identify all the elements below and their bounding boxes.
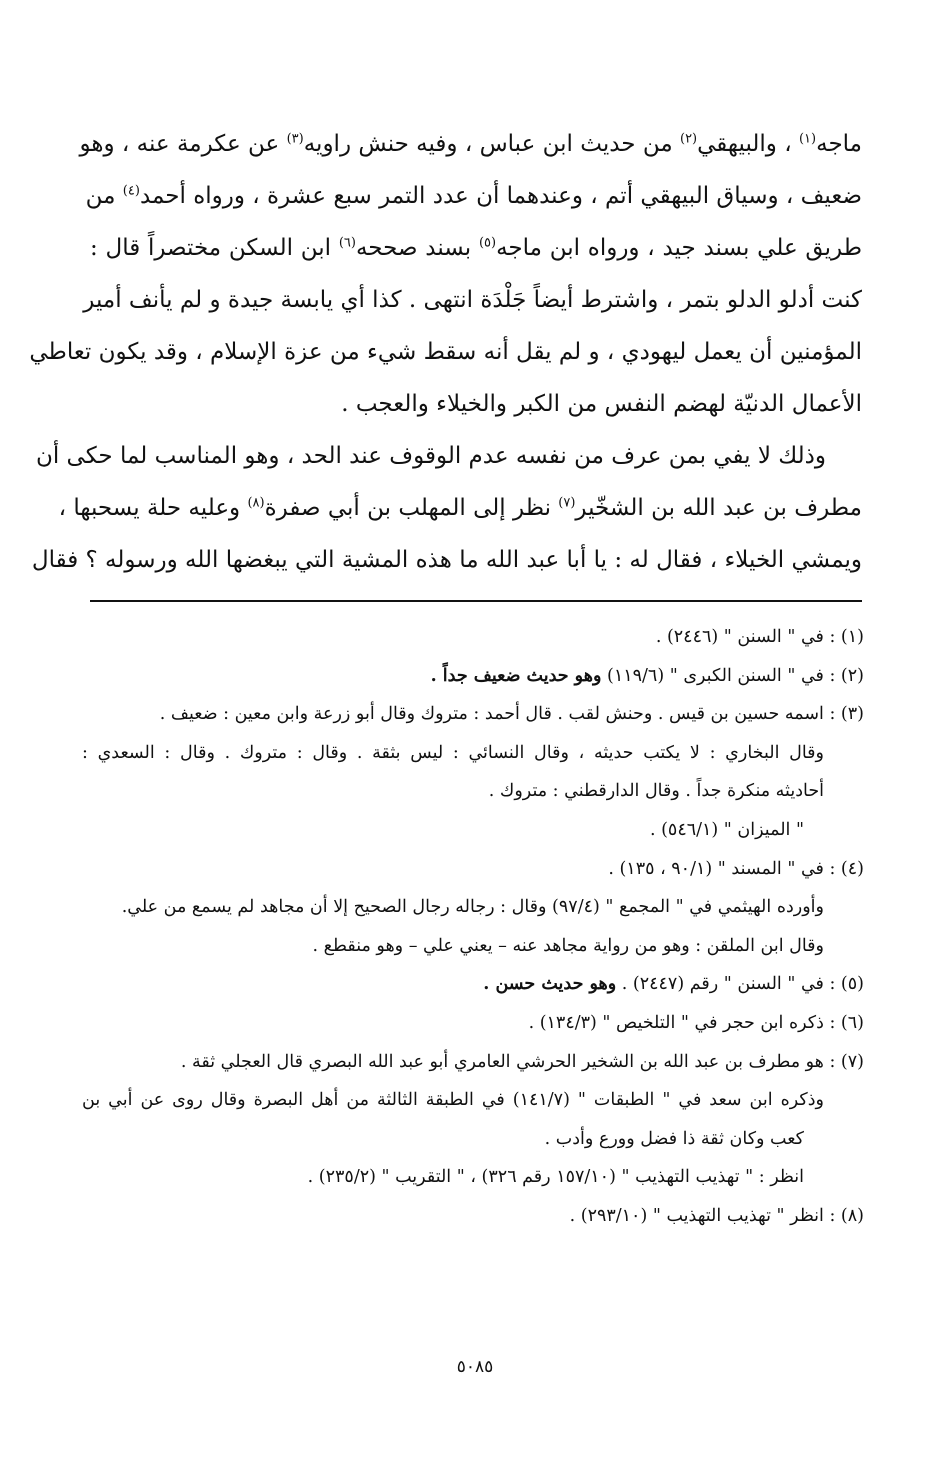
body-line: ضعيف ، وسياق البيهقي أتم ، وعندهما أن عدد التمر سبع عشرة ، ورواه أحمد$^{(٤)}$ من bbox=[85, 183, 862, 209]
footnote-4: (٤) : في " المسند " (٩٠/١ ، ١٣٥) . bbox=[608, 858, 864, 879]
footnote-ref: (٦) bbox=[338, 235, 356, 251]
footnote-3-line-4: " الميزان " (٥٤٦/١) . bbox=[649, 819, 804, 840]
footnote-ref: (٨) bbox=[247, 495, 265, 511]
footnote-7-line-4: انظر : " تهذيب التهذيب " (١٥٧/١٠ رقم ٣٢٦) ، " التقريب " (٢٣٥/٢) . bbox=[307, 1167, 804, 1188]
footnote-6: (٦) : ذكره ابن حجر في " التلخيص " (١٣٤/٣) . bbox=[528, 1012, 864, 1033]
body-line: المؤمنين أن يعمل ليهودي ، و لم يقل أنه سقط شيء من عزة الإسلام ، وقد يكون تعاطي bbox=[29, 339, 862, 365]
footnote-2-grade: وهو حديث ضعيف جداً . bbox=[430, 665, 602, 686]
body-line: وذلك لا يفي بمن عرف من نفسه عدم الوقوف عند الحد ، وهو المناسب لما حكى أن bbox=[35, 443, 826, 469]
footnote-2 bbox=[82, 657, 864, 696]
page-number: ٥٠٨٥ bbox=[456, 1357, 494, 1377]
footnote-3-line-2: وقال البخاري : لا يكتب حديثه ، وقال النسائي : ليس بثقة . وقال : متروك . وقال : السعدي : bbox=[82, 742, 824, 763]
footnotes bbox=[82, 618, 864, 1236]
body-line: ماجه$^{(١)}$ ، والبيهقي$^{(٢)}$ من حديث ابن عباس ، وفيه حنش راويه$^{(٣)}$ عن عكرمة عنه ، وهو bbox=[79, 131, 862, 157]
body-line: طريق علي بسند جيد ، ورواه ابن ماجه$^{(٥)}$ بسند صححه$^{(٦)}$ ابن السكن مختصراً قال : bbox=[90, 235, 862, 261]
body-line: ويمشي الخيلاء ، فقال له : يا أبا عبد الله ما هذه المشية التي يبغضها الله ورسوله ؟ فقال bbox=[31, 547, 862, 573]
body-line: كنت أدلو الدلو بتمر ، واشترط أيضاً جَلْدَة انتهى . كذا أي يابسة جيدة و لم يأنف أمير bbox=[83, 287, 862, 313]
footnote-8: (٨) : انظر " تهذيب التهذيب " (٢٩٣/١٠) . bbox=[569, 1205, 864, 1226]
footnote-7: (٧) : هو مطرف بن عبد الله بن الشخير الحرشي العامري أبو عبد الله البصري قال العجلي ثقة . bbox=[180, 1051, 864, 1072]
footnote-ref: (١) bbox=[798, 131, 817, 147]
main-text bbox=[29, 118, 862, 586]
body-line: الأعمال الدنيّة لهضم النفس من الكبر والخيلاء والعجب . bbox=[341, 391, 862, 417]
body-line: مطرف بن عبد الله بن الشخّير$^{(٧)}$ نظر إلى المهلب بن أبي صفرة$^{(٨)}$ وعليه حلة يسحبها ، bbox=[58, 495, 862, 521]
footnote-4-line-3: وقال ابن الملقن : وهو من رواية مجاهد عنه – يعني علي – وهو منقطع . bbox=[312, 935, 824, 956]
footnote-5-source: (٥) : في " السنن " رقم (٢٤٤٧) . bbox=[621, 974, 864, 995]
footnote-3: (٣) : اسمه حسين بن قيس . وحنش لقب . قال أحمد : متروك وقال أبو زرعة وابن معين : ضعيف . bbox=[159, 704, 864, 725]
footnote-5-grade: وهو حديث حسن . bbox=[483, 974, 617, 995]
footnote-4-line-2: وأورده الهيثمي في " المجمع " (٩٧/٤) وقال : رجاله رجال الصحيح إلا أن مجاهد لم يسمع من علي. bbox=[121, 897, 824, 918]
footnote-5 bbox=[82, 965, 864, 1004]
footnote-ref: (٤) bbox=[122, 183, 140, 199]
footnote-3-line-3: أحاديثه منكرة جداً . وقال الدارقطني : متروك . bbox=[488, 781, 824, 802]
footnote-divider bbox=[90, 600, 862, 602]
footnote-7-line-3: كعب وكان ثقة ذا فضل وورع وأدب . bbox=[544, 1128, 804, 1149]
footnote-ref: (٧) bbox=[558, 495, 576, 511]
footnote-ref: (٣) bbox=[286, 131, 304, 147]
footnote-ref: (٥) bbox=[478, 235, 497, 251]
footnote-1: (١) : في " السنن " (٢٤٤٦) . bbox=[655, 627, 864, 647]
footnote-ref: (٢) bbox=[679, 131, 698, 147]
footnote-2-source: (٢) : في " السنن الكبرى " (١١٩/٦) bbox=[606, 665, 864, 686]
footnote-7-line-2: وذكره ابن سعد في " الطبقات " (١٤١/٧) في الطبقة الثالثة من أهل البصرة وقال روى عن أبي بن bbox=[82, 1090, 824, 1111]
